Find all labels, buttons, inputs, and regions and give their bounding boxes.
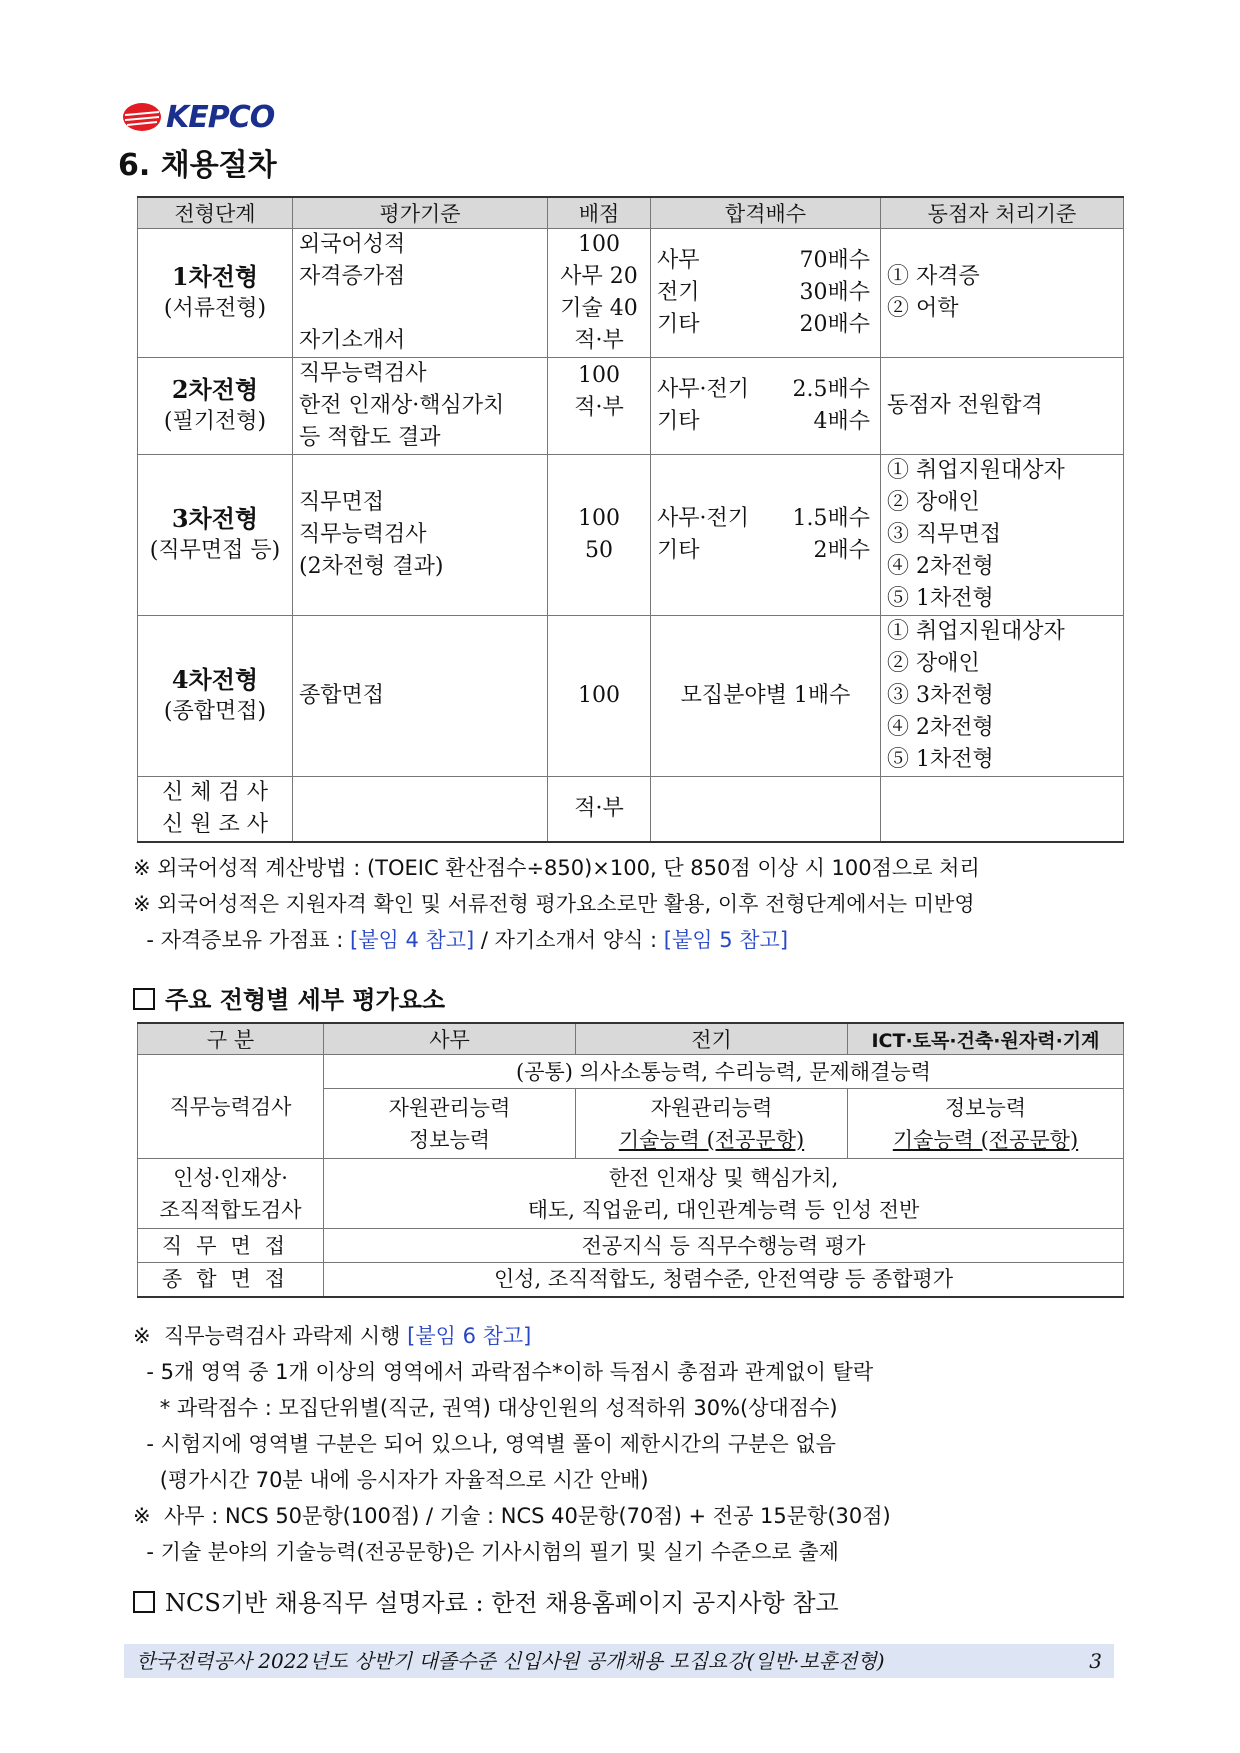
- kepco-logo: [122, 100, 274, 134]
- score-cell: [548, 616, 651, 777]
- tie-line: ① 취업지원대상자: [887, 619, 1065, 644]
- multiple-value: 70배수: [799, 248, 870, 273]
- personality-line: 한전 인재상 및 핵심가치,: [608, 1165, 839, 1190]
- multiple-field: 사무·전기: [657, 377, 750, 402]
- final-interview-label: 종합면접: [138, 1263, 324, 1297]
- score-line: 100: [578, 232, 620, 257]
- multiple-value: 1.5배수: [792, 506, 870, 531]
- header-multiple: 합격배수: [651, 197, 881, 229]
- attachment-6-ref[interactable]: [붙임 6 참고]: [407, 1324, 532, 1348]
- checkbox-square-icon: [133, 988, 155, 1010]
- tie-line: ⑤ 1차전형: [887, 586, 994, 611]
- table-row: [138, 455, 1124, 616]
- notes-block-1: [133, 850, 980, 958]
- score-line: 적·부: [574, 328, 624, 353]
- final-note-text: NCS기반 채용직무 설명자료 : 한전 채용홈페이지 공지사항 참고: [165, 1589, 839, 1617]
- criteria-line: 자격증가점: [299, 264, 406, 289]
- header-ict: ICT·토목·건축·원자력·기계: [848, 1023, 1124, 1055]
- note-line: ※ 외국어성적 계산방법 : (TOEIC 환산점수÷850)×100, 단 850점 이상 시 100점으로 처리: [133, 856, 980, 880]
- table-row: [138, 358, 1124, 455]
- tie-line: ② 장애인: [887, 490, 980, 515]
- note-line: - 시험지에 영역별 구분은 되어 있으나, 영역별 풀이 제한시간의 구분은 없음: [133, 1432, 836, 1456]
- criteria-cell: [293, 229, 548, 358]
- header-score: 배점: [548, 197, 651, 229]
- aptitude-common: (공통) 의사소통능력, 수리능력, 문제해결능력: [324, 1055, 1124, 1089]
- criteria-line: 외국어성적: [299, 232, 406, 257]
- criteria-line: 직무능력검사: [299, 522, 427, 547]
- stage-line: 신 원 조 사: [162, 812, 268, 837]
- office-line: 자원관리능력: [388, 1095, 511, 1120]
- table-header-row: [138, 1023, 1124, 1055]
- multiple-cell: [651, 616, 881, 777]
- ict-line: 정보능력: [944, 1095, 1027, 1120]
- score-line: 50: [585, 538, 613, 563]
- tie-line: ① 취업지원대상자: [887, 458, 1065, 483]
- note-line: [133, 922, 980, 958]
- tie-cell: [881, 358, 1124, 455]
- score-line: 100: [578, 683, 620, 708]
- personality-label-line: 인성·인재상·: [173, 1165, 288, 1190]
- score-line: 적·부: [574, 395, 624, 420]
- stage-name: 3차전형: [171, 504, 259, 533]
- multiple-value: 2.5배수: [792, 377, 870, 402]
- table-row: [138, 1263, 1124, 1297]
- attachment-5-ref[interactable]: [붙임 5 참고]: [663, 928, 789, 952]
- criteria-cell: [293, 777, 548, 843]
- criteria-line: 등 적합도 결과: [299, 425, 441, 450]
- multiple-field: 기타: [657, 409, 700, 434]
- header-electric: 전기: [576, 1023, 848, 1055]
- tie-line: ① 자격증: [887, 264, 980, 289]
- score-cell: [548, 229, 651, 358]
- electric-line: 자원관리능력: [650, 1095, 773, 1120]
- criteria-line: 직무면접: [299, 490, 385, 515]
- tie-line: 동점자 전원합격: [887, 393, 1043, 418]
- multiple-value: 20배수: [799, 312, 870, 337]
- header-criteria: 평가기준: [293, 197, 548, 229]
- stage-name: 2차전형: [171, 375, 259, 404]
- multiple-cell: [651, 229, 881, 358]
- score-cell: [548, 455, 651, 616]
- multiple-value: 4배수: [813, 409, 870, 434]
- note-line: * 과락점수 : 모집단위별(직군, 권역) 대상인원의 성적하위 30%(상대점수): [133, 1396, 838, 1420]
- note-line: - 기술 분야의 기술능력(전공문항)은 기사시험의 필기 및 실기 수준으로 출제: [133, 1540, 839, 1564]
- stage-cell: [138, 455, 293, 616]
- tie-cell: [881, 455, 1124, 616]
- aptitude-label: 직무능력검사: [138, 1055, 324, 1159]
- note-line: ※ 사무 : NCS 50문항(100점) / 기술 : NCS 40문항(70점) + 전공 15문항(30점): [133, 1504, 891, 1528]
- office-cell: [324, 1089, 576, 1159]
- note-line: ※ 외국어성적은 지원자격 확인 및 서류전형 평가요소로만 활용, 이후 전형단계에서는 미반영: [133, 892, 975, 916]
- multiple-cell: [651, 777, 881, 843]
- note-line: [133, 1318, 891, 1354]
- attachment-4-ref[interactable]: [붙임 4 참고]: [350, 928, 475, 952]
- criteria-cell: [293, 358, 548, 455]
- score-line: 적·부: [574, 796, 624, 821]
- final-note: [133, 1583, 839, 1618]
- criteria-line: 자기소개서: [299, 328, 406, 353]
- header-tie: 동점자 처리기준: [881, 197, 1124, 229]
- criteria-line: 직무능력검사: [299, 361, 427, 386]
- note-line: (평가시간 70분 내에 응시자가 자율적으로 시간 안배): [133, 1468, 649, 1492]
- personality-label: [138, 1159, 324, 1229]
- ict-cell: [848, 1089, 1124, 1159]
- table-row: [138, 1055, 1124, 1089]
- criteria-line: 한전 인재상·핵심가치: [299, 393, 505, 418]
- stage-sub: (필기전형): [163, 409, 267, 434]
- multiple-field: 사무·전기: [657, 506, 750, 531]
- header-category: 구 분: [138, 1023, 324, 1055]
- job-interview-cell: 전공지식 등 직무수행능력 평가: [324, 1229, 1124, 1263]
- score-line: 기술 40: [560, 296, 638, 321]
- electric-line: 기술능력 (전공문항): [618, 1127, 805, 1152]
- tie-line: ③ 직무면접: [887, 522, 1002, 547]
- evaluation-table: [137, 1022, 1124, 1298]
- score-line: 사무 20: [560, 264, 638, 289]
- multiple-value: 30배수: [799, 280, 870, 305]
- note-text: / 자기소개서 양식 :: [474, 928, 664, 952]
- stage-sub: (종합면접): [163, 699, 267, 724]
- personality-line: 태도, 직업윤리, 대인관계능력 등 인성 전반: [527, 1197, 920, 1222]
- footer-text: 한국전력공사 2022년도 상반기 대졸수준 신입사원 공개채용 모집요강(일반·보훈전형): [136, 1649, 885, 1673]
- selection-process-table: [137, 196, 1124, 843]
- tie-line: ③ 3차전형: [887, 683, 994, 708]
- notes-block-2: [133, 1318, 891, 1570]
- evaluation-heading-text: 주요 전형별 세부 평가요소: [165, 986, 446, 1014]
- page-number: 3: [1089, 1649, 1102, 1673]
- multiple-value: 2배수: [813, 538, 870, 563]
- ict-line: 기술능력 (전공문항): [892, 1127, 1079, 1152]
- criteria-line: (2차전형 결과): [299, 554, 444, 579]
- tie-line: ② 장애인: [887, 651, 980, 676]
- header-stage: 전형단계: [138, 197, 293, 229]
- table-row: [138, 777, 1124, 843]
- evaluation-heading: [133, 980, 445, 1015]
- criteria-cell: [293, 616, 548, 777]
- multiple-cell: [651, 455, 881, 616]
- stage-name: 4차전형: [171, 665, 259, 694]
- criteria-cell: [293, 455, 548, 616]
- office-line: 정보능력: [408, 1127, 491, 1152]
- stage-cell: [138, 777, 293, 843]
- stage-sub: (직무면접 등): [149, 538, 281, 563]
- header-office: 사무: [324, 1023, 576, 1055]
- final-interview-cell: 인성, 조직적합도, 청렴수준, 안전역량 등 종합평가: [324, 1263, 1124, 1297]
- multiple-field: 기타: [657, 312, 700, 337]
- multiple-field: 기타: [657, 538, 700, 563]
- checkbox-square-icon: [133, 1591, 155, 1613]
- score-line: 100: [578, 506, 620, 531]
- stage-sub: (서류전형): [163, 296, 267, 321]
- table-header-row: [138, 197, 1124, 229]
- job-interview-label: 직무면접: [138, 1229, 324, 1263]
- note-text: - 자격증보유 가점표 :: [133, 928, 350, 952]
- logo-text: KEPCO: [166, 99, 275, 135]
- score-cell: [548, 777, 651, 843]
- stage-line: 신 체 검 사: [162, 780, 268, 805]
- multiple-text: 모집분야별 1배수: [680, 683, 851, 708]
- tie-cell: [881, 616, 1124, 777]
- tie-line: ⑤ 1차전형: [887, 747, 994, 772]
- personality-cell: [324, 1159, 1124, 1229]
- page-footer: [124, 1644, 1114, 1678]
- tie-line: ④ 2차전형: [887, 554, 994, 579]
- multiple-cell: [651, 358, 881, 455]
- note-text: ※ 직무능력검사 과락제 시행: [133, 1324, 408, 1348]
- tie-line: ② 어학: [887, 296, 959, 321]
- tie-line: ④ 2차전형: [887, 715, 994, 740]
- table-row: [138, 229, 1124, 358]
- stage-cell: [138, 229, 293, 358]
- score-cell: [548, 358, 651, 455]
- stage-cell: [138, 358, 293, 455]
- multiple-field: 사무: [657, 248, 700, 273]
- stage-name: 1차전형: [171, 262, 259, 291]
- stage-cell: [138, 616, 293, 777]
- personality-label-line: 조직적합도검사: [159, 1197, 302, 1222]
- table-row: [138, 616, 1124, 777]
- kepco-emblem-icon: [122, 102, 162, 132]
- table-row: [138, 1229, 1124, 1263]
- table-row: [138, 1159, 1124, 1229]
- criteria-line: 종합면접: [299, 683, 385, 708]
- electric-cell: [576, 1089, 848, 1159]
- score-line: 100: [578, 363, 620, 388]
- tie-cell: [881, 229, 1124, 358]
- multiple-field: 전기: [657, 280, 700, 305]
- note-line: - 5개 영역 중 1개 이상의 영역에서 과락점수*이하 득점시 총점과 관계없이 탈락: [133, 1360, 874, 1384]
- section-title: 6. 채용절차: [118, 148, 277, 183]
- tie-cell: [881, 777, 1124, 843]
